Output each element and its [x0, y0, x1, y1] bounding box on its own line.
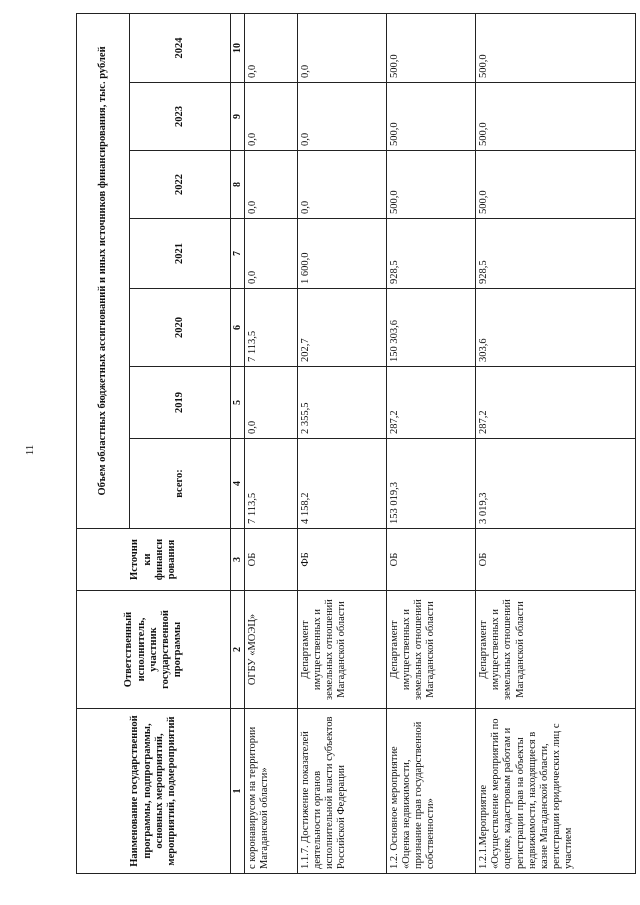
financing-table [76, 13, 636, 874]
column-number: 5 [231, 367, 244, 439]
row-value: 7 113,5 [244, 439, 297, 529]
row-value: 928,5 [476, 219, 636, 289]
row-name: 1.2.1.Мероприятие «Осуществление мероприятий по оценке, кадастровым работам и регистрации прав на объекты недвижимости, находящиеся в казне Магаданской области, регистрации юридических лиц с участием [476, 709, 636, 874]
row-value: 0,0 [244, 83, 297, 151]
rotated-table-container [76, 14, 636, 874]
column-number: 7 [231, 219, 244, 289]
row-value: 500,0 [387, 13, 476, 82]
column-number: 1 [231, 709, 244, 874]
table-row [297, 13, 386, 873]
header-year-2020: 2020 [130, 289, 231, 367]
header-executor: Ответственный исполнитель, участник государственной программы [77, 591, 231, 709]
row-value: 928,5 [387, 219, 476, 289]
row-value: 500,0 [476, 151, 636, 219]
row-value: 202,7 [297, 289, 386, 367]
row-source: ФБ [297, 529, 386, 591]
header-year-2021: 2021 [130, 219, 231, 289]
header-year-2022: 2022 [130, 151, 231, 219]
column-number: 10 [231, 13, 244, 82]
header-source: Источни ки финанси рования [77, 529, 231, 591]
row-value: 500,0 [476, 13, 636, 82]
row-value: 0,0 [297, 13, 386, 82]
row-value: 4 158,2 [297, 439, 386, 529]
row-value: 303,6 [476, 289, 636, 367]
column-number-row [231, 13, 244, 873]
row-value: 500,0 [387, 83, 476, 151]
row-value: 500,0 [476, 83, 636, 151]
row-executor: Департамент имущественных и земельных отношений Магаданской области [476, 591, 636, 709]
row-value: 0,0 [297, 83, 386, 151]
header-year-2019: 2019 [130, 367, 231, 439]
column-number: 2 [231, 591, 244, 709]
header-total: всего: [130, 439, 231, 529]
row-source: ОБ [387, 529, 476, 591]
row-value: 150 303,6 [387, 289, 476, 367]
row-name: 1.1.7. Достижение показателей деятельности органов исполнительной власти субъектов Российской Федерации [297, 709, 386, 874]
row-name: с коронавирусом на территории Магаданской области» [244, 709, 297, 874]
column-number: 6 [231, 289, 244, 367]
header-year-2023: 2023 [130, 83, 231, 151]
table-row [476, 13, 636, 873]
page-number: 11 [24, 444, 36, 456]
header-name: Наименование государственной программы, подпрограммы, основных мероприятий, мероприятий, подмероприятий [77, 709, 231, 874]
column-number: 9 [231, 83, 244, 151]
row-value: 500,0 [387, 151, 476, 219]
row-value: 1 600,0 [297, 219, 386, 289]
column-number: 3 [231, 529, 244, 591]
row-value: 0,0 [297, 151, 386, 219]
row-executor: Департамент имущественных и земельных отношений Магаданской области [387, 591, 476, 709]
row-executor: ОГБУ «МОЭЦ» [244, 591, 297, 709]
row-value: 0,0 [244, 13, 297, 82]
row-executor: Департамент имущественных и земельных отношений Магаданской области [297, 591, 386, 709]
row-value: 0,0 [244, 151, 297, 219]
header-financing-group: Объем областных бюджетных ассигнований и иных источников финансирования, тыс. рублей [77, 13, 130, 528]
table-row [387, 13, 476, 873]
row-name: 1.2. Основное мероприятие «Оценка недвижимости, признание прав государственной собственности» [387, 709, 476, 874]
row-value: 287,2 [387, 367, 476, 439]
column-number: 8 [231, 151, 244, 219]
row-source: ОБ [244, 529, 297, 591]
table-row [244, 13, 297, 873]
header-year-2024: 2024 [130, 13, 231, 82]
row-value: 7 113,5 [244, 289, 297, 367]
row-value: 3 019,3 [476, 439, 636, 529]
row-value: 0,0 [244, 219, 297, 289]
row-value: 287,2 [476, 367, 636, 439]
row-value: 153 019,3 [387, 439, 476, 529]
row-source: ОБ [476, 529, 636, 591]
row-value: 0,0 [244, 367, 297, 439]
column-number: 4 [231, 439, 244, 529]
row-value: 2 355,5 [297, 367, 386, 439]
